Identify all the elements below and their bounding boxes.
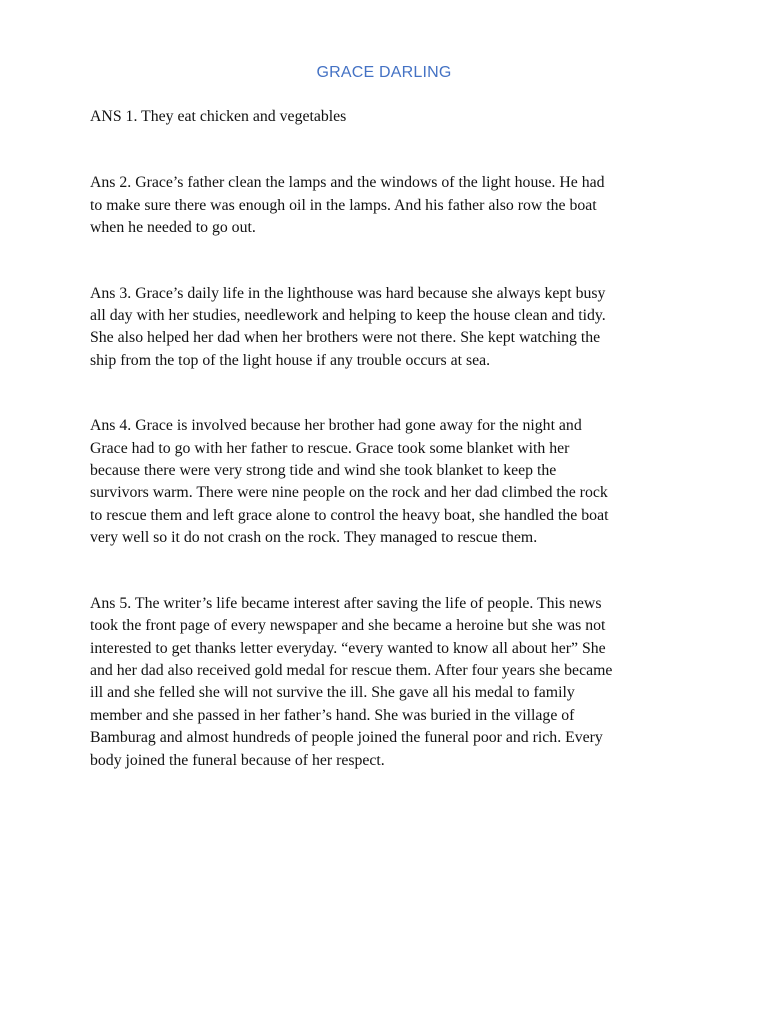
answer-1: ANS 1. They eat chicken and vegetables: [90, 108, 347, 125]
answer-2: Ans 2. Grace’s father clean the lamps and the windows of the light house. He had to make sure there was enough oil in the lamps. And his father also row the boat when he needed to go out.: [90, 174, 605, 237]
answer-4: Ans 4. Grace is involved because her brother had gone away for the night and Grace had to go with her father to rescue. Grace took some blanket with her because there were very strong tide and wind she took blanket to keep the survivors warm. There were nine people on the rock and her dad climbed the rock to rescue them and left grace alone to control the heavy boat, she handled the boat very well so it do not crash on the rock. They managed to rescue them.: [90, 417, 609, 547]
document-title: GRACE DARLING: [316, 64, 452, 81]
answer-3: Ans 3. Grace’s daily life in the lighthouse was hard because she always kept busy all day with her studies, needlework and helping to keep the house clean and tidy. She also helped her dad when her brothers were not there. She kept watching the ship from the top of the light house if any trouble occurs at sea.: [90, 284, 606, 369]
answers-section: [90, 106, 680, 772]
answer-5: Ans 5. The writer’s life became interest after saving the life of people. This news took the front page of every newspaper and she became a heroine but she was not interested to get thanks letter everyday. “every wanted to know all about her” She and her dad also received gold medal for rescue them. After four years she became ill and she felled she will not survive the ill. She gave all his medal to family member and she passed in her father’s hand. She was buried in the village of Bamburag and almost hundreds of people joined the funeral poor and rich. Every body joined the funeral because of her respect.: [90, 594, 613, 769]
